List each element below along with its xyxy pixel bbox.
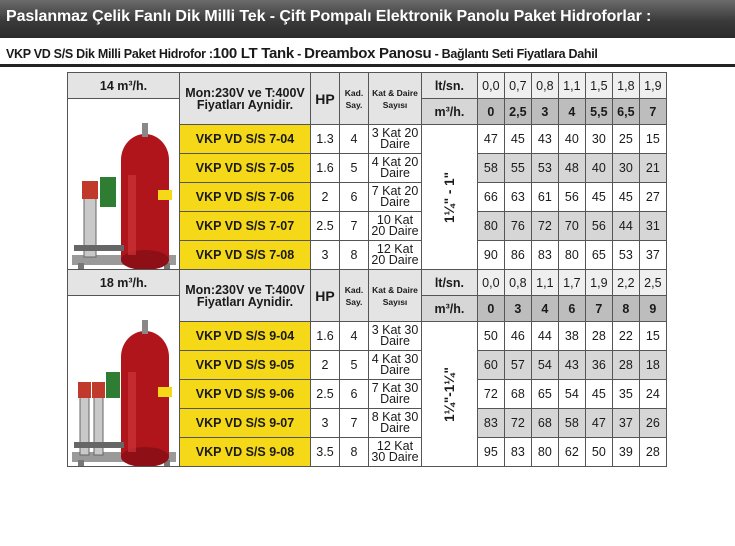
product-image-cell bbox=[68, 99, 180, 270]
flow-value: 2,2 bbox=[612, 270, 639, 296]
unit-pressure-label: m³/h. bbox=[422, 99, 478, 125]
flow-rate-label: 14 m³/h. bbox=[68, 73, 180, 99]
subtitle-tank: 100 LT Tank bbox=[212, 45, 294, 62]
pressure-head-value: 56 bbox=[585, 212, 612, 241]
pressure-head-value: 45 bbox=[612, 183, 639, 212]
subtitle-sep-2: - bbox=[431, 47, 442, 61]
floor-apartment-header: Kat & Daire Sayısı bbox=[369, 73, 422, 125]
pressure-head-value: 40 bbox=[585, 154, 612, 183]
pressure-head-value: 95 bbox=[477, 438, 504, 467]
pressure-head-value: 65 bbox=[531, 380, 558, 409]
pressure-head-value: 15 bbox=[639, 125, 666, 154]
floor-apartment: 3 Kat 30 Daire bbox=[369, 322, 422, 351]
flow-value: 1,9 bbox=[639, 73, 666, 99]
pressure-head-value: 18 bbox=[639, 351, 666, 380]
voltage-note: Mon:230V ve T:400V Fiyatları Aynidir. bbox=[180, 73, 311, 125]
hp-header: HP bbox=[311, 73, 340, 125]
subtitle-sep-1: - bbox=[293, 47, 305, 61]
pressure-head-value: 36 bbox=[585, 351, 612, 380]
pressure-head-value: 44 bbox=[531, 322, 558, 351]
pressure-head-value: 63 bbox=[504, 183, 531, 212]
pressure-head-value: 46 bbox=[504, 322, 531, 351]
pressure-value: 3 bbox=[531, 99, 558, 125]
pressure-head-value: 54 bbox=[531, 351, 558, 380]
floor-apartment: 12 Kat 20 Daire bbox=[369, 241, 422, 270]
product-image-cell bbox=[68, 296, 180, 467]
pressure-value: 6 bbox=[558, 296, 585, 322]
hp-value: 2 bbox=[311, 183, 340, 212]
hp-value: 3.5 bbox=[311, 438, 340, 467]
connection-size-cell bbox=[422, 125, 478, 270]
model-name: VKP VD S/S 7-05 bbox=[180, 154, 311, 183]
hydrofor-product-image bbox=[70, 105, 178, 270]
pressure-head-value: 45 bbox=[585, 380, 612, 409]
hp-value: 1.6 bbox=[311, 322, 340, 351]
pressure-head-value: 80 bbox=[558, 241, 585, 270]
pressure-head-value: 25 bbox=[612, 125, 639, 154]
hp-value: 1.6 bbox=[311, 154, 340, 183]
floor-apartment: 4 Kat 30 Daire bbox=[369, 351, 422, 380]
flow-value: 0,0 bbox=[477, 73, 504, 99]
floor-apartment: 4 Kat 20 Daire bbox=[369, 154, 422, 183]
model-name: VKP VD S/S 9-04 bbox=[180, 322, 311, 351]
pressure-head-value: 43 bbox=[531, 125, 558, 154]
flow-value: 1,5 bbox=[585, 73, 612, 99]
pressure-head-value: 30 bbox=[612, 154, 639, 183]
stage-count: 6 bbox=[340, 380, 369, 409]
hydrofor-product-image bbox=[70, 302, 178, 467]
pressure-head-value: 39 bbox=[612, 438, 639, 467]
pressure-head-value: 30 bbox=[585, 125, 612, 154]
stage-count: 8 bbox=[340, 438, 369, 467]
flow-value: 1,8 bbox=[612, 73, 639, 99]
flow-value: 1,1 bbox=[531, 270, 558, 296]
page-title: Paslanmaz Çelik Fanlı Dik Milli Tek - Çift Pompalı Elektronik Panolu Paket Hidroforlar : bbox=[6, 8, 652, 25]
floor-apartment: 7 Kat 30 Daire bbox=[369, 380, 422, 409]
floor-apartment: 3 Kat 20 Daire bbox=[369, 125, 422, 154]
pressure-head-value: 83 bbox=[531, 241, 558, 270]
pressure-head-value: 60 bbox=[477, 351, 504, 380]
pressure-head-value: 72 bbox=[531, 212, 558, 241]
hp-header: HP bbox=[311, 270, 340, 322]
unit-flow-label: lt/sn. bbox=[422, 73, 478, 99]
stage-count: 5 bbox=[340, 154, 369, 183]
pressure-head-value: 90 bbox=[477, 241, 504, 270]
stage-count: 7 bbox=[340, 409, 369, 438]
subtitle-prefix: VKP VD S/S Dik Milli Paket Hidrofor : bbox=[6, 47, 213, 61]
divider bbox=[0, 64, 735, 67]
floor-apartment: 7 Kat 20 Daire bbox=[369, 183, 422, 212]
pressure-value: 7 bbox=[585, 296, 612, 322]
pressure-head-value: 53 bbox=[531, 154, 558, 183]
pressure-head-value: 56 bbox=[558, 183, 585, 212]
connection-size: 1¼" - 1" bbox=[441, 171, 457, 223]
model-name: VKP VD S/S 7-04 bbox=[180, 125, 311, 154]
stage-count-header: Kad. Say. bbox=[340, 73, 369, 125]
unit-pressure-label: m³/h. bbox=[422, 296, 478, 322]
stage-count: 8 bbox=[340, 241, 369, 270]
pressure-value: 3 bbox=[504, 296, 531, 322]
pressure-head-value: 55 bbox=[504, 154, 531, 183]
pressure-head-value: 72 bbox=[477, 380, 504, 409]
model-name: VKP VD S/S 7-06 bbox=[180, 183, 311, 212]
stage-count: 4 bbox=[340, 125, 369, 154]
model-name: VKP VD S/S 7-08 bbox=[180, 241, 311, 270]
hp-value: 2.5 bbox=[311, 212, 340, 241]
floor-apartment: 8 Kat 30 Daire bbox=[369, 409, 422, 438]
pressure-head-value: 45 bbox=[585, 183, 612, 212]
pressure-value: 0 bbox=[477, 296, 504, 322]
pressure-head-value: 37 bbox=[639, 241, 666, 270]
connection-size: 1¼"-1¼" bbox=[441, 366, 457, 422]
pressure-head-value: 62 bbox=[558, 438, 585, 467]
flow-value: 1,9 bbox=[585, 270, 612, 296]
pressure-value: 7 bbox=[639, 99, 666, 125]
pressure-head-value: 66 bbox=[477, 183, 504, 212]
pressure-head-value: 15 bbox=[639, 322, 666, 351]
pressure-value: 2,5 bbox=[504, 99, 531, 125]
pressure-head-value: 58 bbox=[477, 154, 504, 183]
flow-value: 0,7 bbox=[504, 73, 531, 99]
pressure-value: 6,5 bbox=[612, 99, 639, 125]
pressure-value: 4 bbox=[531, 296, 558, 322]
pressure-head-value: 26 bbox=[639, 409, 666, 438]
pressure-head-value: 58 bbox=[558, 409, 585, 438]
pressure-head-value: 24 bbox=[639, 380, 666, 409]
pressure-head-value: 43 bbox=[558, 351, 585, 380]
pressure-head-value: 53 bbox=[612, 241, 639, 270]
pressure-head-value: 28 bbox=[585, 322, 612, 351]
title-bar bbox=[0, 0, 735, 38]
pressure-head-value: 61 bbox=[531, 183, 558, 212]
model-name: VKP VD S/S 9-08 bbox=[180, 438, 311, 467]
pressure-head-value: 57 bbox=[504, 351, 531, 380]
pressure-head-value: 47 bbox=[477, 125, 504, 154]
subtitle-note: Bağlantı Seti Fiyatlara Dahil bbox=[441, 47, 598, 61]
pressure-head-value: 50 bbox=[477, 322, 504, 351]
connection-size-cell bbox=[422, 322, 478, 467]
stage-count-header: Kad. Say. bbox=[340, 270, 369, 322]
subtitle-panel: Dreambox Panosu bbox=[304, 45, 432, 62]
flow-value: 2,5 bbox=[639, 270, 666, 296]
pressure-head-value: 76 bbox=[504, 212, 531, 241]
hp-value: 2.5 bbox=[311, 380, 340, 409]
flow-value: 0,0 bbox=[477, 270, 504, 296]
stage-count: 7 bbox=[340, 212, 369, 241]
pressure-value: 4 bbox=[558, 99, 585, 125]
hp-value: 2 bbox=[311, 351, 340, 380]
pressure-head-value: 83 bbox=[504, 438, 531, 467]
pressure-head-value: 48 bbox=[558, 154, 585, 183]
pressure-head-value: 68 bbox=[531, 409, 558, 438]
floor-apartment: 10 Kat 20 Daire bbox=[369, 212, 422, 241]
stage-count: 6 bbox=[340, 183, 369, 212]
pressure-head-value: 65 bbox=[585, 241, 612, 270]
model-name: VKP VD S/S 9-06 bbox=[180, 380, 311, 409]
floor-apartment: 12 Kat 30 Daire bbox=[369, 438, 422, 467]
unit-flow-label: lt/sn. bbox=[422, 270, 478, 296]
pressure-head-value: 40 bbox=[558, 125, 585, 154]
flow-value: 1,1 bbox=[558, 73, 585, 99]
pressure-value: 0 bbox=[477, 99, 504, 125]
subtitle-line bbox=[6, 45, 598, 62]
hp-value: 1.3 bbox=[311, 125, 340, 154]
pressure-value: 8 bbox=[612, 296, 639, 322]
pressure-head-value: 38 bbox=[558, 322, 585, 351]
stage-count: 4 bbox=[340, 322, 369, 351]
hp-value: 3 bbox=[311, 241, 340, 270]
flow-value: 0,8 bbox=[504, 270, 531, 296]
flow-value: 0,8 bbox=[531, 73, 558, 99]
pressure-head-value: 70 bbox=[558, 212, 585, 241]
pressure-head-value: 21 bbox=[639, 154, 666, 183]
pressure-head-value: 27 bbox=[639, 183, 666, 212]
pressure-head-value: 35 bbox=[612, 380, 639, 409]
pressure-head-value: 22 bbox=[612, 322, 639, 351]
pressure-head-value: 86 bbox=[504, 241, 531, 270]
hp-value: 3 bbox=[311, 409, 340, 438]
pressure-head-value: 31 bbox=[639, 212, 666, 241]
stage-count: 5 bbox=[340, 351, 369, 380]
pressure-value: 9 bbox=[639, 296, 666, 322]
model-name: VKP VD S/S 7-07 bbox=[180, 212, 311, 241]
pressure-head-value: 54 bbox=[558, 380, 585, 409]
price-spec-table bbox=[67, 72, 667, 467]
pressure-head-value: 80 bbox=[477, 212, 504, 241]
floor-apartment-header: Kat & Daire Sayısı bbox=[369, 270, 422, 322]
voltage-note: Mon:230V ve T:400V Fiyatları Aynidir. bbox=[180, 270, 311, 322]
pressure-head-value: 28 bbox=[639, 438, 666, 467]
pressure-head-value: 50 bbox=[585, 438, 612, 467]
flow-rate-label: 18 m³/h. bbox=[68, 270, 180, 296]
pressure-head-value: 28 bbox=[612, 351, 639, 380]
model-name: VKP VD S/S 9-07 bbox=[180, 409, 311, 438]
pressure-head-value: 37 bbox=[612, 409, 639, 438]
pressure-head-value: 68 bbox=[504, 380, 531, 409]
pressure-head-value: 44 bbox=[612, 212, 639, 241]
pressure-head-value: 72 bbox=[504, 409, 531, 438]
pressure-head-value: 83 bbox=[477, 409, 504, 438]
pressure-head-value: 45 bbox=[504, 125, 531, 154]
pressure-head-value: 47 bbox=[585, 409, 612, 438]
flow-value: 1,7 bbox=[558, 270, 585, 296]
pressure-value: 5,5 bbox=[585, 99, 612, 125]
pressure-head-value: 80 bbox=[531, 438, 558, 467]
model-name: VKP VD S/S 9-05 bbox=[180, 351, 311, 380]
